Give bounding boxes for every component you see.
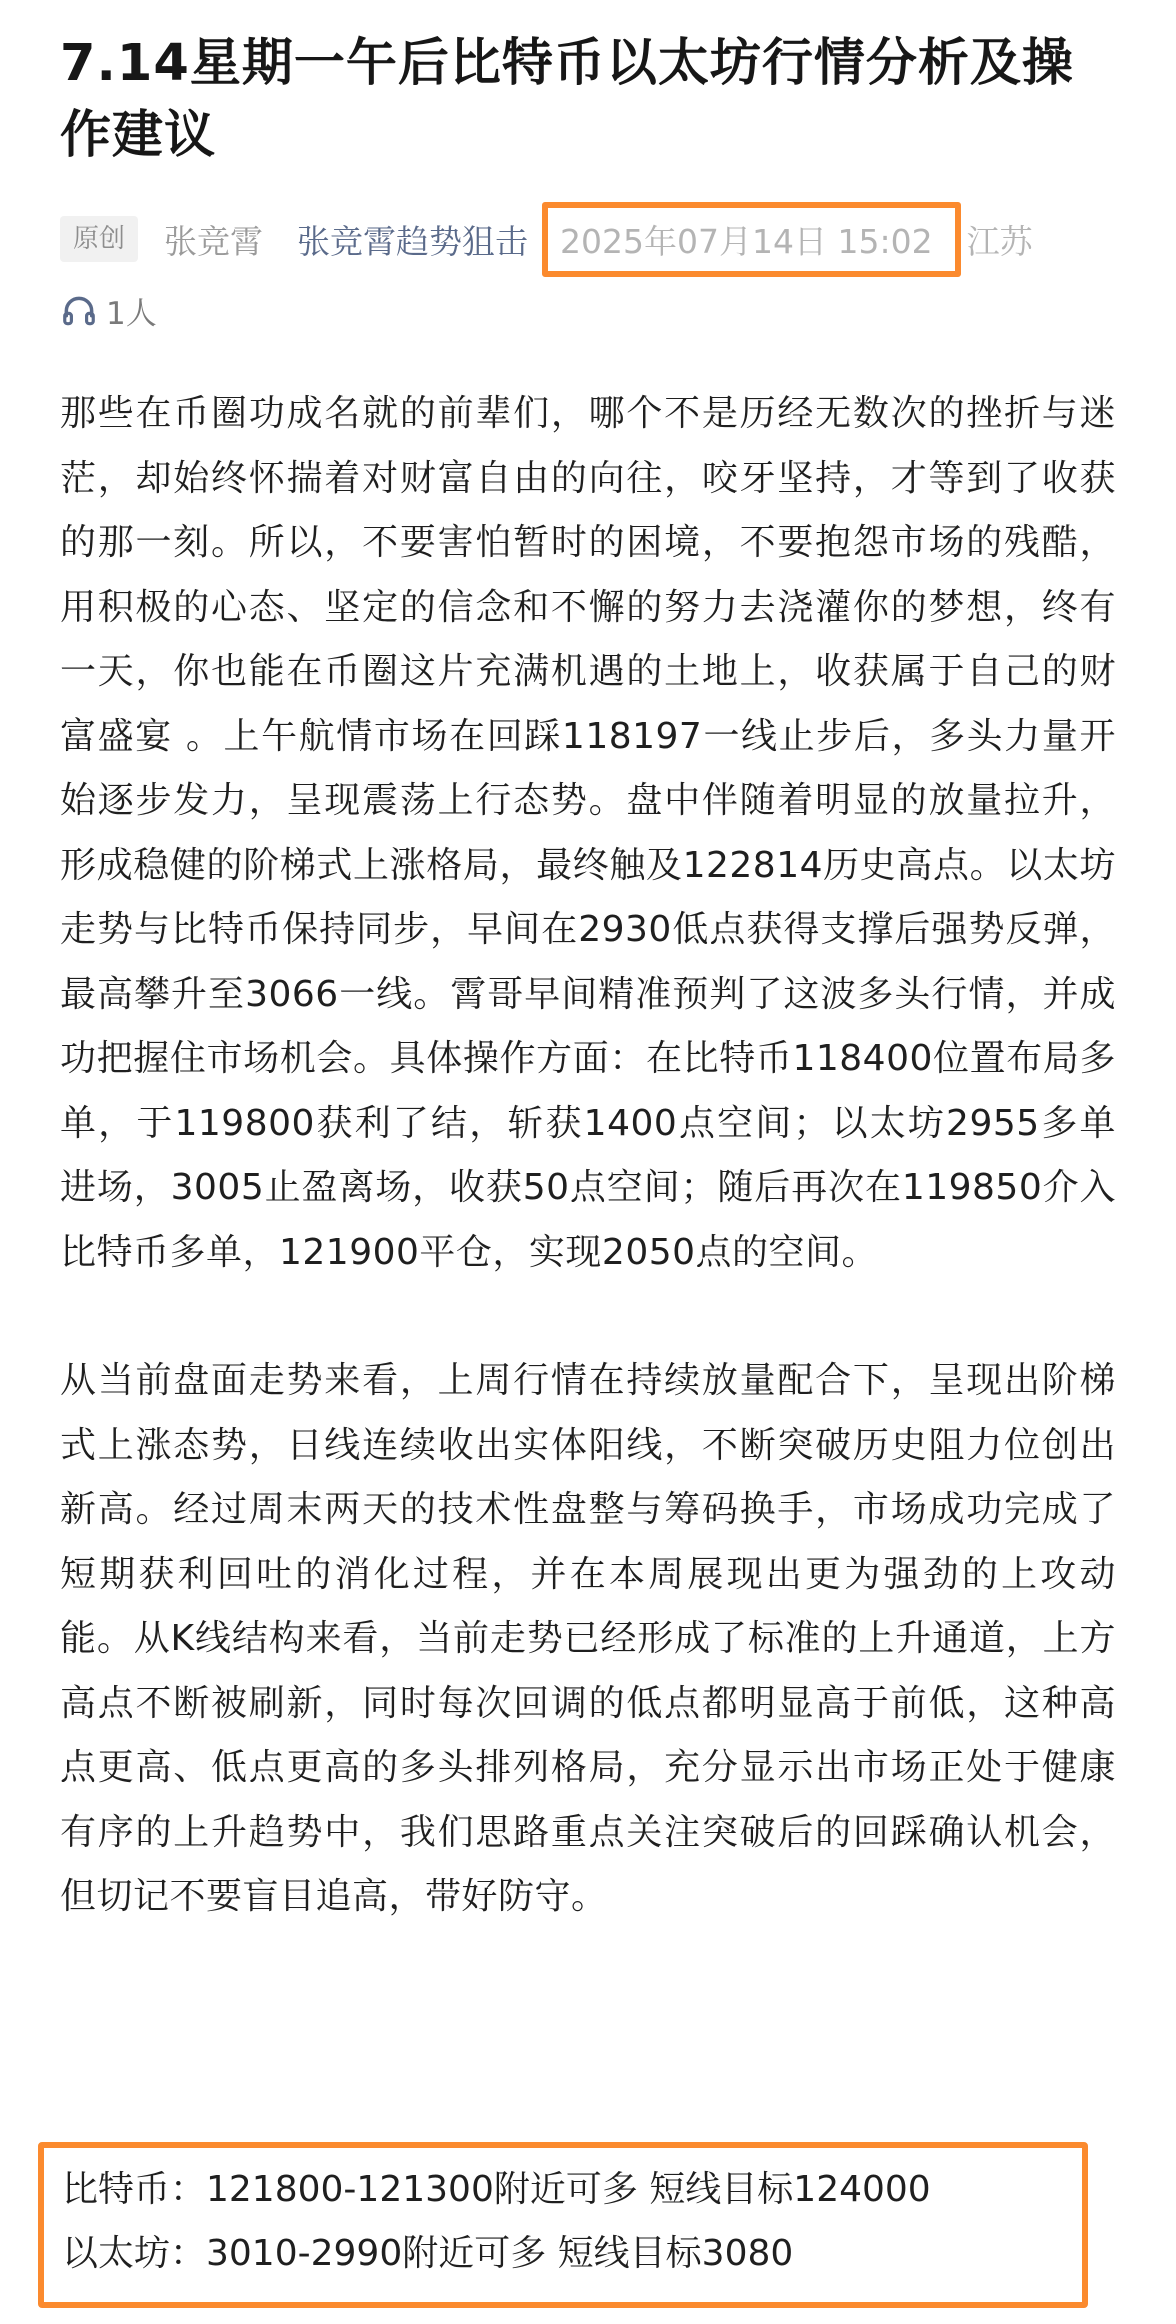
btc-suggestion: 比特币：121800-121300附近可多 短线目标124000: [62, 2169, 931, 2210]
publish-location: 江苏: [966, 221, 1033, 261]
article-title: 7.14星期一午后比特币以太坊行情分析及操作建议: [60, 34, 1074, 165]
trade-suggestions-box: [38, 2142, 1088, 2308]
body-paragraph: 那些在币圈功成名就的前辈们，哪个不是历经无数次的挫折与迷茫，却始终怀揣着对财富自由的向往，咬牙坚持，才等到了收获的那一刻。所以，不要害怕暂时的困境，不要抱怨市场的残酷，用积极的心态、坚定的信念和不懈的努力去浇灌你的梦想，终有一天，你也能在币圈这片充满机遇的土地上，收获属于自己的财富盛宴 。上午航情市场在回踩118197一线止步后，多头力量开始逐步发力，呈现震荡上行态势。盘中伴随着明显的放量拉升，形成稳健的阶梯式上涨格局，最终触及122814历史高点。以太坊走势与比特币保持同步，早间在2930低点获得支撑后强势反弹，最高攀升至3066一线。霄哥早间精准预判了这波多头行情，并成功把握住市场机会。具体操作方面：在比特币118400位置布局多单，于119800获利了结，斩获1400点空间；以太坊2955多单进场，3005止盈离场，收获50点空间；随后再次在119850介入比特币多单，121900平仓，实现2050点的空间。: [60, 393, 1116, 1273]
account-name-link[interactable]: 张竞霄趋势狙击: [297, 221, 529, 261]
original-badge: 原创: [60, 216, 138, 262]
listener-count[interactable]: [60, 288, 157, 333]
eth-suggestion: 以太坊：3010-2990附近可多 短线目标3080: [62, 2233, 794, 2274]
body-paragraph: 从当前盘面走势来看，上周行情在持续放量配合下，呈现出阶梯式上涨态势，日线连续收出实体阳线，不断突破历史阻力位创出新高。经过周末两天的技术性盘整与筹码换手，市场成功完成了短期获利回吐的消化过程，并在本周展现出更为强劲的上攻动能。从K线结构来看，当前走势已经形成了标准的上升通道，上方高点不断被刷新，同时每次回调的低点都明显高于前低，这种高点更高、低点更高的多头排列格局，充分显示出市场正处于健康有序的上升趋势中，我们思路重点关注突破后的回踩确认机会，但切记不要盲目追高，带好防守。: [60, 1360, 1116, 1917]
meta-row: [60, 212, 1033, 266]
author-name[interactable]: 张竞霄: [164, 221, 264, 261]
listener-count-text: 1人: [106, 296, 157, 332]
article: [60, 0, 1116, 1930]
publish-datetime: 2025年07月14日 15:02: [542, 202, 961, 277]
headphone-icon: [60, 292, 98, 330]
article-meta: [60, 212, 1116, 332]
